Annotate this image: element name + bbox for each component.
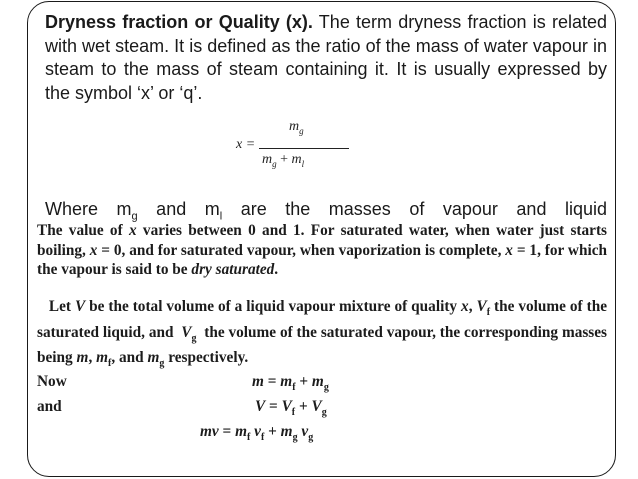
volume-equation: $V = V_f + V_g$ [255,398,327,419]
specific-volume-equation: mv = $m_f$ $v_f + m_g$ $v_g$ [200,423,314,444]
equation-label: Now [37,373,67,390]
dryness-fraction-formula [236,119,356,173]
definition-heading: Dryness fraction or Quality (x). [45,12,313,32]
formula-denominator: $m_g + m_l$ [262,152,305,169]
textbook-para-2: Let V be the total volume of a liquid vapour mixture of quality x, $V_f$ the volume of the saturated liquid, and $V_g$ the volume of the saturated vapour, the corresponding masses being m, $m_f$, and $m_g$ respectively. [37,298,607,370]
mass-equation: $m = m_f + m_g$ [252,373,329,394]
definition-paragraph [45,11,607,105]
formula-lhs: x = [236,137,256,152]
where-line: Where $m_g$ and $m_l$ are the masses of vapour and liquid [45,199,608,223]
fraction-bar [259,148,349,149]
formula-numerator: $m_g$ [289,119,304,136]
definition-body: The term dryness fraction is related with wet steam. It is defined as the ratio of the mass of water vapour in steam to the mass of steam containing it. It is usually expressed by the symbol ‘x’ or ‘q’. [45,12,607,103]
equation-label: and [37,398,62,415]
textbook-para-1: The value of x varies between 0 and 1. For saturated water, when water just starts boiling, x = 0, and for saturated vapour, when vaporization is complete, x = 1, for which the vapour is said to be dry saturated. [37,222,608,279]
